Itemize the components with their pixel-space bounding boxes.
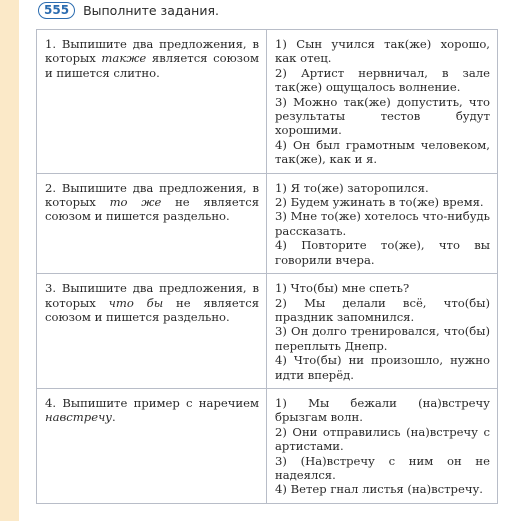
sentence-item: 4) Что(бы) ни произошло, нужно идти вперёд.	[275, 353, 490, 382]
sentence-item: 4) Повторите то(же), что вы говорили вчера.	[275, 238, 490, 267]
sentences-cell	[267, 173, 498, 273]
table-row	[37, 173, 498, 273]
sentence-item: 4) Ветер гнал листья (на)встречу.	[275, 482, 483, 497]
margin-stripe	[0, 0, 19, 521]
task-cell	[37, 388, 267, 503]
task-keyword: то же	[109, 195, 162, 210]
sentence-item: 4) Он был грамотным человеком, так(же), как и я.	[275, 137, 490, 167]
sentence-item: 1) Сын учился так(же) хорошо, как отец.	[275, 37, 490, 66]
sentences-cell	[267, 388, 498, 503]
task-cell	[37, 173, 267, 273]
task-keyword: навстречу	[45, 410, 113, 425]
sentence-item: 3) Он долго тренировался, что(бы) переплыть Днепр.	[275, 324, 490, 353]
table-row	[37, 388, 498, 503]
sentence-item: 1) Что(бы) мне спеть?	[275, 281, 410, 296]
task-cell	[37, 274, 267, 389]
sentence-item: 2) Артист нервничал, в зале так(же) ощущалось волнение.	[275, 65, 490, 95]
sentence-item: 2) Они отправились (на)встречу с артистами.	[275, 424, 490, 454]
task-text: 3. Выпишите два предложения, в которых	[45, 281, 259, 310]
task-text: .	[112, 410, 116, 425]
sentence-item: 3) Мне то(же) хотелось что-нибудь рассказать.	[275, 209, 490, 238]
task-text: не является союзом и пишется раздельно.	[45, 195, 260, 224]
exercise-title: Выполните задания.	[83, 2, 219, 18]
sentence-item: 1) Я то(же) заторопился.	[275, 180, 429, 195]
table-row	[37, 274, 498, 389]
exercise-header	[38, 0, 219, 20]
sentences-cell	[267, 30, 498, 174]
task-text: не является союзом и пишется раздельно.	[45, 295, 260, 324]
task-keyword: что бы	[108, 295, 164, 310]
task-text: 2. Выпишите два предложения, в которых	[45, 180, 259, 210]
task-text: 4. Выпишите пример с наречием	[45, 395, 259, 410]
table-row	[37, 30, 498, 174]
sentence-item: 2) Будем ужинать в то(же) время.	[275, 195, 484, 210]
sentences-cell	[267, 274, 498, 389]
task-text: 1. Выпишите два предложения, в которых	[45, 37, 259, 66]
sentence-item: 1) Мы бежали (на)встречу брызгам волн.	[275, 395, 490, 425]
task-text: является союзом и пишется слитно.	[45, 51, 259, 80]
tasks-table	[36, 29, 498, 504]
sentence-item: 2) Мы делали всё, что(бы) праздник запомнился.	[275, 295, 490, 324]
exercise-number-badge: 555	[38, 2, 75, 19]
task-keyword: также	[101, 51, 147, 66]
sentence-item: 3) (На)встречу с ним он не надеялся.	[275, 453, 490, 482]
task-cell	[37, 30, 267, 174]
sentence-item: 3) Можно так(же) допустить, что результаты тестов будут хорошими.	[275, 94, 490, 138]
